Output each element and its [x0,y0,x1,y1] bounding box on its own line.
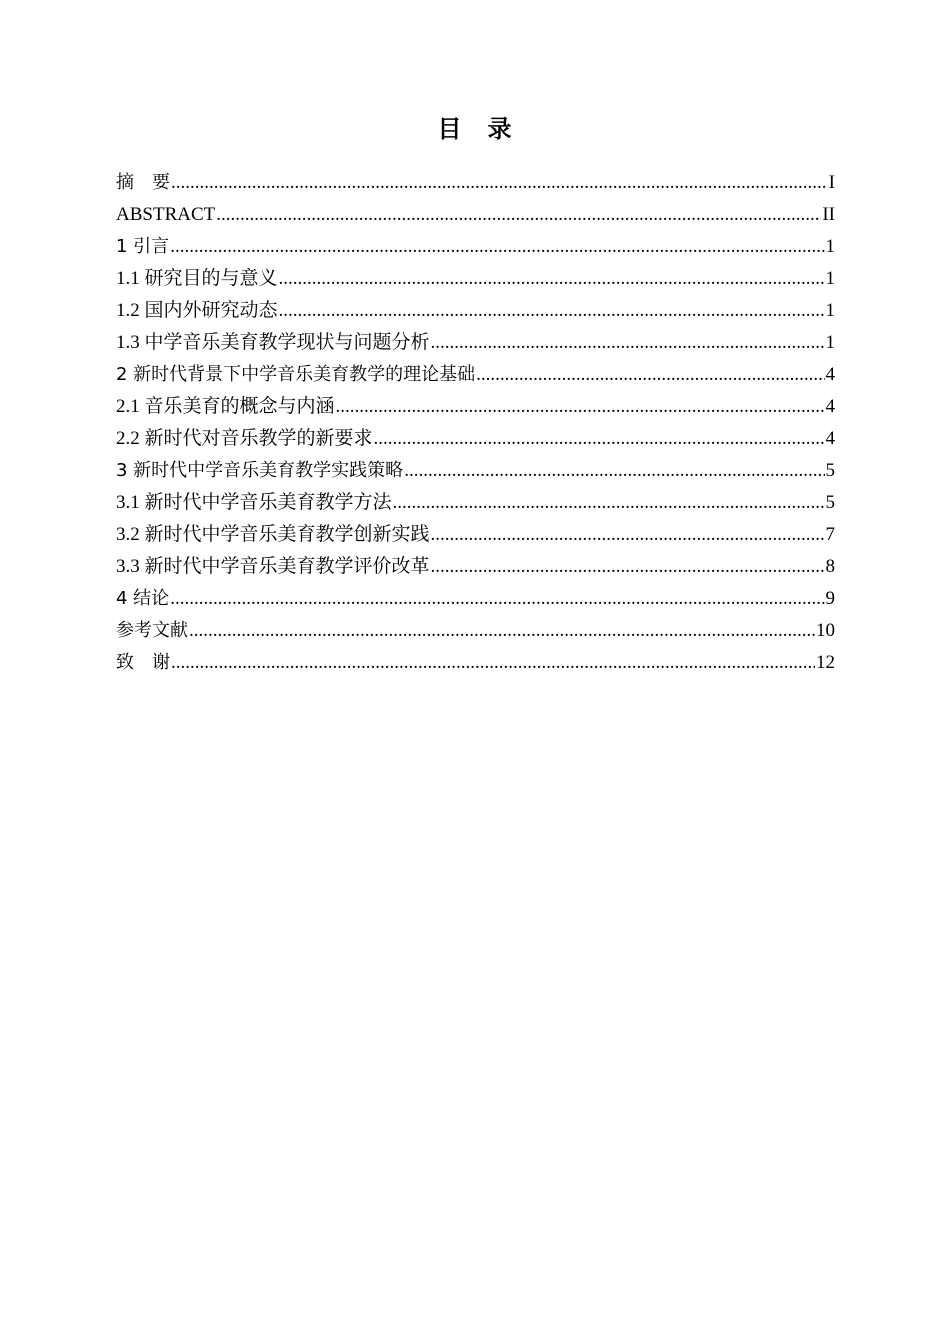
toc-entry-text: 2 新时代背景下中学音乐美育教学的理论基础 [116,364,476,385]
toc-leader-dots [170,231,824,263]
toc-entry-abstract-en[interactable] [116,199,835,231]
toc-entry-acknowledgements[interactable] [116,647,835,679]
toc-leader-dots [374,423,825,455]
toc-entry-page: 1 [825,236,835,257]
toc-entry-section-3-2[interactable] [116,519,835,551]
toc-leader-dots [189,615,815,647]
toc-leader-dots [336,391,825,423]
toc-entry-page: 9 [825,588,835,609]
toc-entry-text: 1 引言 [116,236,170,257]
toc-leader-dots [171,647,815,679]
toc-entry-text: 参考文献 [116,620,188,641]
toc-entry-text: 1.1 研究目的与意义 [116,268,278,289]
toc-entry-text: 1.2 国内外研究动态 [116,300,278,321]
toc-leader-dots [216,199,821,231]
toc-leader-dots [393,487,825,519]
toc-leader-dots [279,263,825,295]
toc-entry-chapter-1[interactable] [116,231,835,263]
toc-leader-dots [476,359,824,391]
toc-leader-dots [404,455,824,487]
toc-leader-dots [431,519,825,551]
toc-entry-references[interactable] [116,615,835,647]
toc-entry-page: 5 [825,492,835,513]
toc-entry-chapter-4[interactable] [116,583,835,615]
toc-entry-text: 2.1 音乐美育的概念与内涵 [116,396,335,417]
toc-leader-dots [431,551,825,583]
toc-entry-page: 4 [825,364,835,385]
toc-entry-text: 3 新时代中学音乐美育教学实践策略 [116,460,404,481]
toc-entry-page: II [822,204,835,225]
toc-entry-page: 4 [825,396,835,417]
toc-entry-chapter-3[interactable] [116,455,835,487]
toc-entry-page: 5 [825,460,835,481]
toc-entry-section-2-1[interactable] [116,391,835,423]
toc-entry-chapter-2[interactable] [116,359,835,391]
toc-leader-dots [170,583,824,615]
toc-entry-page: 10 [816,620,835,641]
toc-entry-text: 3.3 新时代中学音乐美育教学评价改革 [116,556,430,577]
toc-entry-text: 致 谢 [116,652,170,673]
toc-leader-dots [431,327,825,359]
toc-entry-text: 1.3 中学音乐美育教学现状与问题分析 [116,332,430,353]
toc-entry-section-1-3[interactable] [116,327,835,359]
toc-entry-text: 4 结论 [116,588,170,609]
toc-entry-text: 2.2 新时代对音乐教学的新要求 [116,428,373,449]
toc-entry-page: 1 [825,332,835,353]
toc-list [116,167,835,679]
toc-entry-page: 1 [825,300,835,321]
toc-entry-page: 12 [816,652,835,673]
toc-entry-page: 1 [825,268,835,289]
toc-entry-page: 7 [825,524,835,545]
toc-entry-page: 4 [825,428,835,449]
toc-entry-abstract-cn[interactable] [116,167,835,199]
toc-title: 目 录 [437,115,513,143]
toc-leader-dots [171,167,828,199]
toc-entry-text: 摘 要 [116,172,170,193]
toc-entry-section-3-1[interactable] [116,487,835,519]
toc-entry-section-1-2[interactable] [116,295,835,327]
toc-entry-section-2-2[interactable] [116,423,835,455]
toc-entry-page: 8 [825,556,835,577]
toc-entry-page: I [828,172,835,193]
toc-entry-section-1-1[interactable] [116,263,835,295]
toc-leader-dots [279,295,825,327]
toc-entry-section-3-3[interactable] [116,551,835,583]
toc-entry-text: 3.2 新时代中学音乐美育教学创新实践 [116,524,430,545]
toc-entry-text: 3.1 新时代中学音乐美育教学方法 [116,492,392,513]
toc-entry-text: ABSTRACT [116,204,216,225]
